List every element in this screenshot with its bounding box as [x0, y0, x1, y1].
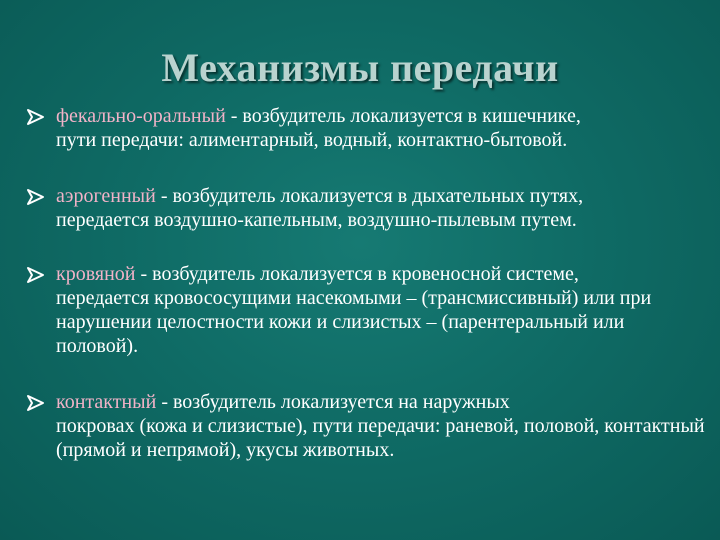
arrowhead-bullet-icon: [26, 184, 48, 208]
item-description: - возбудитель локализуется на наружных: [156, 391, 510, 413]
item-keyword: кровяной: [56, 263, 136, 285]
arrowhead-bullet-icon: [26, 390, 48, 414]
item-description: - возбудитель локализуется в дыхательных путях,: [155, 185, 584, 207]
slide-title: Механизмы передачи: [161, 45, 559, 90]
item-description: - возбудитель локализуется в кровеносной системе,: [135, 263, 579, 285]
item-description-continued: пути передачи: алиментарный, водный, контактно-бытовой.: [56, 129, 568, 151]
arrowhead-bullet-icon: [26, 262, 48, 286]
item-text: [56, 390, 708, 462]
item-keyword: контактный: [56, 391, 157, 413]
item-description: - возбудитель локализуется в кишечнике,: [225, 105, 581, 127]
item-description-continued: покровах (кожа и слизистые), пути передачи: раневой, половой, контактный (прямой и непрямой), укусы животных.: [56, 415, 705, 461]
item-keyword: аэрогенный: [56, 185, 156, 207]
item-description-continued: передается кровососущими насекомыми – (трансмиссивный) или при нарушении целостности кожи и слизистых – (парентеральный или половой).: [56, 287, 652, 357]
item-keyword: фекально-оральный: [56, 105, 226, 127]
item-text: [56, 262, 708, 358]
item-description-continued: передается воздушно-капельным, воздушно-пылевым путем.: [56, 209, 577, 231]
item-text: [56, 104, 708, 152]
item-text: [56, 184, 708, 232]
arrowhead-bullet-icon: [26, 104, 48, 128]
